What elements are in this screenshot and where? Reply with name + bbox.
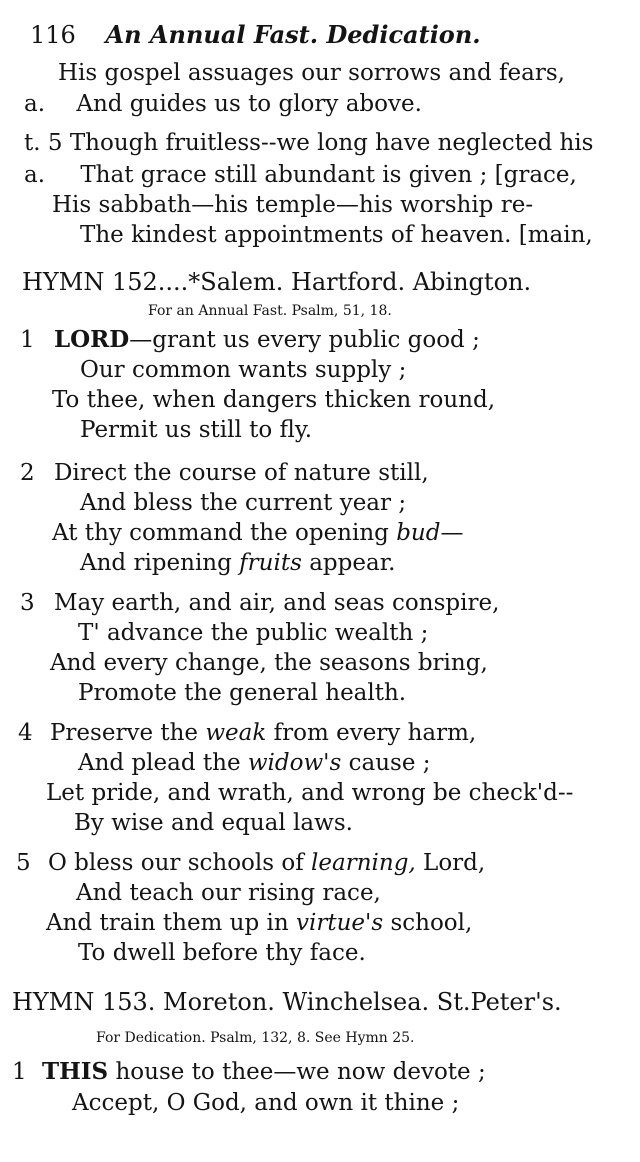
verse-line: 1 LORD—grant us every public good ; bbox=[20, 326, 480, 353]
section-title: An Annual Fast. Dedication. bbox=[105, 20, 481, 49]
verse-number: 2 bbox=[20, 460, 35, 486]
verse-line: His sabbath—his temple—his worship re- bbox=[52, 192, 534, 218]
verse-line: 3 May earth, and air, and seas conspire, bbox=[20, 590, 500, 616]
verse-number: 3 bbox=[20, 590, 35, 616]
verse-line: T' advance the public wealth ; bbox=[78, 620, 429, 646]
verse-line: t. 5 Though fruitless--we long have neglected his bbox=[24, 130, 594, 156]
verse-line: And ripening fruits appear. bbox=[80, 550, 396, 576]
verse-line: And bless the current year ; bbox=[80, 490, 407, 516]
verse-number: 5 bbox=[16, 850, 31, 876]
verse-line: Let pride, and wrath, and wrong be check'd-- bbox=[46, 780, 574, 806]
verse-line: 4 Preserve the weak from every harm, bbox=[18, 720, 477, 746]
verse-line: 1 THIS house to thee—we now devote ; bbox=[12, 1058, 486, 1085]
verse-line: 2 Direct the course of nature still, bbox=[20, 460, 429, 486]
verse-number: 1 bbox=[20, 327, 35, 353]
verse-line: And teach our rising race, bbox=[76, 880, 381, 906]
verse-line: And plead the widow's cause ; bbox=[78, 750, 431, 776]
verse-line: At thy command the opening bud— bbox=[52, 520, 464, 546]
verse-line: a. And guides us to glory above. bbox=[24, 91, 422, 117]
verse-line: The kindest appointments of heaven. [main, bbox=[80, 222, 593, 248]
page-number: 116 bbox=[30, 21, 76, 49]
verse-line: Permit us still to fly. bbox=[80, 417, 313, 443]
verse-line: And train them up in virtue's school, bbox=[46, 910, 473, 936]
hymn-subheading: For Dedication. Psalm, 132, 8. See Hymn 25. bbox=[96, 1030, 415, 1046]
verse-line: Promote the general health. bbox=[78, 680, 407, 706]
verse-line: By wise and equal laws. bbox=[74, 810, 353, 836]
verse-line: His gospel assuages our sorrows and fears, bbox=[58, 60, 565, 86]
hymn-heading: HYMN 152....*Salem. Hartford. Abington. bbox=[22, 268, 532, 296]
tune-marker: a. bbox=[24, 162, 46, 188]
verse-line: Accept, O God, and own it thine ; bbox=[72, 1090, 460, 1116]
verse-number: 1 bbox=[12, 1059, 27, 1085]
running-header bbox=[30, 20, 481, 49]
verse-line: Our common wants supply ; bbox=[80, 357, 407, 383]
verse-line: a. That grace still abundant is given ; [grace, bbox=[24, 162, 577, 188]
verse-line: To thee, when dangers thicken round, bbox=[52, 387, 496, 413]
verse-number: 4 bbox=[18, 720, 33, 746]
verse-line: And every change, the seasons bring, bbox=[50, 650, 488, 676]
verse-line: To dwell before thy face. bbox=[78, 940, 366, 966]
tune-marker: a. bbox=[24, 91, 46, 117]
verse-line: 5 O bless our schools of learning, Lord, bbox=[16, 850, 486, 876]
tune-marker: t. 5 bbox=[24, 130, 70, 156]
hymn-subheading: For an Annual Fast. Psalm, 51, 18. bbox=[148, 303, 392, 319]
hymn-heading: HYMN 153. Moreton. Winchelsea. St.Peter's. bbox=[12, 988, 562, 1016]
